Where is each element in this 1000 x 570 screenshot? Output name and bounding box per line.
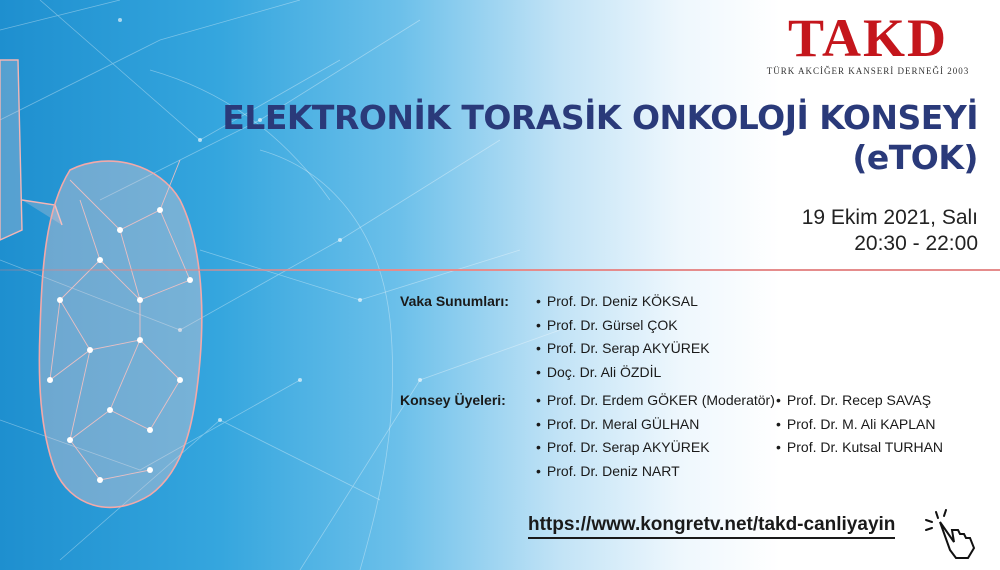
title-line-1: ELEKTRONİK TORASİK ONKOLOJİ KONSEYİ xyxy=(222,98,978,137)
divider xyxy=(0,269,1000,271)
list-item: • Prof. Dr. Kutsal TURHAN xyxy=(776,436,943,460)
konsey-list-2 xyxy=(776,389,943,460)
konsey-label: Konsey Üyeleri: xyxy=(400,392,506,408)
title-line-2: (eTOK) xyxy=(852,138,978,177)
list-item: • Prof. Dr. Serap AKYÜREK xyxy=(536,337,710,361)
list-item: • Prof. Dr. Meral GÜLHAN xyxy=(536,413,775,437)
live-stream-link[interactable]: https://www.kongretv.net/takd-canliyayin xyxy=(528,514,895,539)
list-item: • Prof. Dr. M. Ali KAPLAN xyxy=(776,413,943,437)
vaka-list xyxy=(536,290,710,384)
list-item: • Doç. Dr. Ali ÖZDİL xyxy=(536,361,710,385)
list-item: • Prof. Dr. Serap AKYÜREK xyxy=(536,436,775,460)
list-item: • Prof. Dr. Erdem GÖKER (Moderatör) xyxy=(536,389,775,413)
event-date: 19 Ekim 2021, Salı xyxy=(801,206,978,229)
event-time: 20:30 - 22:00 xyxy=(854,232,978,255)
takd-logo xyxy=(758,8,978,76)
lung-shape xyxy=(39,161,201,507)
list-item: • Prof. Dr. Recep SAVAŞ xyxy=(776,389,943,413)
list-item: • Prof. Dr. Deniz KÖKSAL xyxy=(536,290,710,314)
logo-wordmark: TAKD xyxy=(787,8,948,68)
logo-subtitle: TÜRK AKCİĞER KANSERİ DERNEĞİ 2003 xyxy=(766,66,970,76)
konsey-list-1 xyxy=(536,389,775,483)
list-item: • Prof. Dr. Deniz NART xyxy=(536,460,775,484)
event-datetime xyxy=(802,205,978,257)
event-title xyxy=(222,98,978,178)
vaka-label: Vaka Sunumları: xyxy=(400,293,509,309)
list-item: • Prof. Dr. Gürsel ÇOK xyxy=(536,314,710,338)
hand-pointer-icon xyxy=(922,508,980,560)
